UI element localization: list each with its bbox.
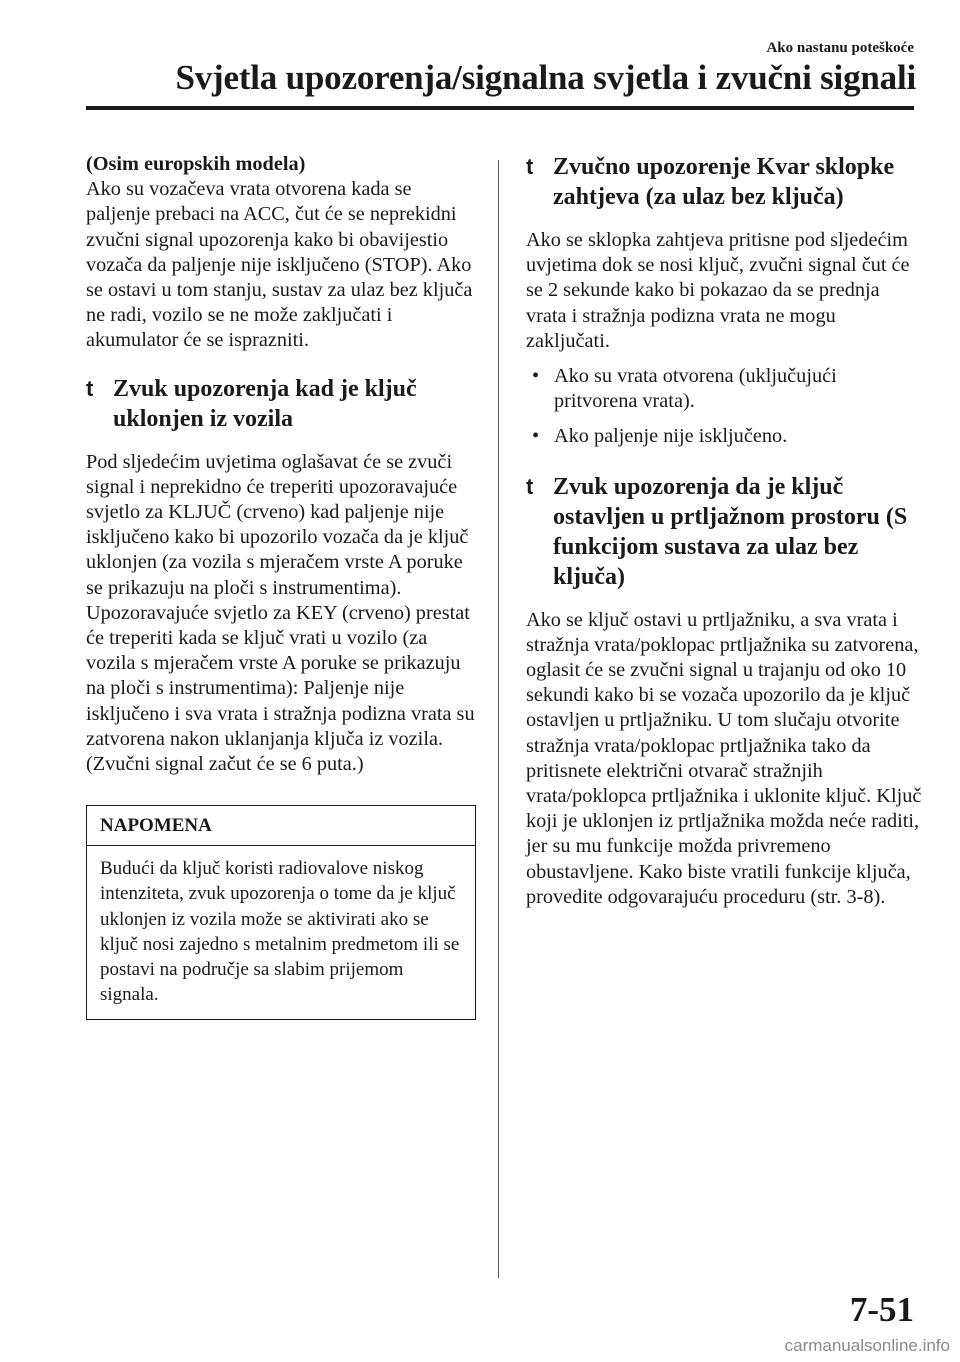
section-key-removed xyxy=(86,374,476,434)
request-switch-text: Ako se sklopka zahtjeva pritisne pod sljedećim uvjetima dok se nosi ključ, zvučni signal čut će se 2 sekunde kako bi pokazao da se prednja vrata i stražnja podizna vrata ne mogu zaključati. xyxy=(526,229,910,352)
page-number: 7-51 xyxy=(849,1290,914,1329)
section-title-key-removed: Zvuk upozorenja kad je ključ uklonjen iz vozila xyxy=(113,375,417,432)
column-divider xyxy=(498,160,499,1278)
list-item xyxy=(526,424,922,449)
watermark-text: carmanualsonline.info xyxy=(784,1336,950,1355)
header-section-name: Ako nastanu poteškoće xyxy=(766,40,914,56)
intro-paragraph xyxy=(86,152,476,354)
note-box xyxy=(86,805,476,1020)
header-rule xyxy=(86,106,914,110)
right-column xyxy=(526,152,922,910)
bullet-icon: • xyxy=(532,425,540,448)
section-title-request-switch: Zvučno upozorenje Kvar sklopke zahtjeva (za ulaz bez ključa) xyxy=(553,154,895,210)
section-marker-icon: t xyxy=(526,473,534,499)
section-marker-icon: t xyxy=(526,154,534,179)
note-text: Budući da ključ koristi radiovalove niskog intenziteta, zvuk upozorenja o tome da je ključ uklonjen iz vozila može se aktivirati ako se ključ nosi zajedno s metalnim predmetom ili se postavi na područje sa slabim prijemom signala. xyxy=(100,858,460,1006)
section-title-key-in-trunk: Zvuk upozorenja da je ključ ostavljen u prtljažnom prostoru (S funkcijom sustava za ulaz bez ključa) xyxy=(553,473,908,590)
intro-text: Ako su vozačeva vrata otvorena kada se paljenje prebaci na ACC, čut će se neprekidni zvučni signal upozorenja kako bi obavijestio vozača da paljenje nije isključeno (STOP). Ako se ostavi u tom stanju, sustav za ulaz bez ključa ne radi, vozilo se ne može zaključati i akumulator će se isprazniti. xyxy=(86,178,473,352)
left-column xyxy=(86,152,476,1020)
bullet-icon: • xyxy=(532,365,540,388)
intro-lead: (Osim europskih modela) xyxy=(86,153,306,175)
key-removed-text: Pod sljedećim uvjetima oglašavat će se zvuči signal i neprekidno će treperiti upozoravajuće svjetlo za KLJUČ (crveno) kad paljenje nije isključeno kako bi upozorilo vozača da je ključ uklonjen (za vozila s mjeračem vrste A poruke se prikazuju na ploči s instrumentima). Upozoravajuće svjetlo za KEY (crveno) prestat će treperiti kada se ključ vrati u vozilo (za vozila s mjeračem vrste A poruke se prikazuju na ploči s instrumentima): Paljenje nije isključeno i sva vrata i stražnja podizna vrata su zatvorena nakon uklanjanja ključa iz vozila. (Zvučni signal začut će se 6 puta.) xyxy=(86,450,475,776)
list-item xyxy=(526,364,922,414)
section-marker-icon: t xyxy=(86,375,94,401)
section-key-in-trunk xyxy=(526,472,922,592)
list-item-text: Ako su vrata otvorena (uključujući pritvorena vrata). xyxy=(554,365,837,413)
list-item-text: Ako paljenje nije isključeno. xyxy=(554,425,788,448)
condition-list xyxy=(526,364,922,450)
section-request-switch xyxy=(526,152,922,212)
note-title: NAPOMENA xyxy=(87,806,475,846)
key-in-trunk-text: Ako se ključ ostavi u prtljažniku, a sva vrata i stražnja vrata/poklopac prtljažnika su zatvorena, oglasit će se zvučni signal u trajanju od oko 10 sekundi kako bi se vozača upozorilo da je ključ ostavljen u prtljažniku. U tom slučaju otvorite stražnja vrata/poklopac prtljažnika tako da pritisnete električni otvarač stražnjih vrata/poklopca prtljažnika i uklonite ključ. Ključ koji je uklonjen iz prtljažnika možda neće raditi, jer su mu funkcije možda privremeno obustavljene. Kako biste vratili funkcije ključa, provedite odgovarajuću proceduru (str. 3-8). xyxy=(526,608,922,908)
page-title: Svjetla upozorenja/signalna svjetla i zvučni signali xyxy=(175,58,916,97)
